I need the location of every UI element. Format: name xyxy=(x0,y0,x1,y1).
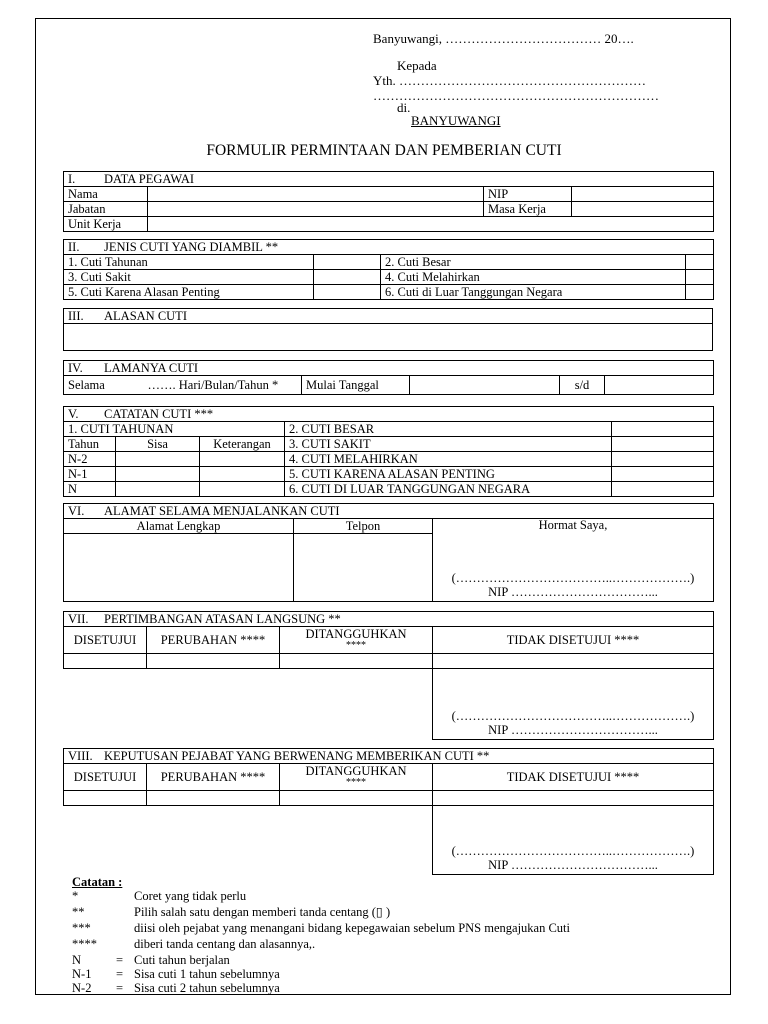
section-leave-address xyxy=(63,503,714,602)
address-column-header: Alamat Lengkap xyxy=(64,519,294,534)
list-item: N-2 = Sisa cuti 2 tahun sebelumnya xyxy=(72,981,280,995)
section-leave-type xyxy=(63,239,714,300)
leave-option-important: 5. Cuti Karena Alasan Penting xyxy=(64,285,314,300)
section-official-decision xyxy=(63,748,714,875)
notes-list xyxy=(72,890,570,996)
list-item: N = Cuti tahun berjalan xyxy=(72,953,230,967)
change-check[interactable] xyxy=(147,654,280,669)
leave-option-sick: 3. Cuti Sakit xyxy=(64,270,314,285)
section-leave-records xyxy=(63,406,714,497)
unpaid-leave-field[interactable] xyxy=(612,482,714,497)
official-signature-block xyxy=(433,806,714,875)
approve-check[interactable] xyxy=(64,654,147,669)
table-row xyxy=(64,482,714,497)
nip-line: NIP ……………………………... xyxy=(488,722,658,737)
notes-column-header: Keterangan xyxy=(200,437,285,452)
start-date-field[interactable] xyxy=(410,376,560,395)
location-label: di. xyxy=(397,100,411,115)
nip-line: NIP ……………………………... xyxy=(488,585,658,599)
section-3-header: III. ALASAN CUTI xyxy=(64,309,713,324)
position-label: Jabatan xyxy=(64,202,148,217)
year-cell: N-2 xyxy=(64,452,116,467)
reject-header: TIDAK DISETUJUI **** xyxy=(433,627,714,654)
signature-line: (………………………………..……………….) xyxy=(451,708,695,723)
recipient-label: Kepada xyxy=(397,58,437,73)
position-field[interactable] xyxy=(148,202,484,217)
reject-check[interactable] xyxy=(433,791,714,806)
approve-check[interactable] xyxy=(64,791,147,806)
sick-leave-field[interactable] xyxy=(612,437,714,452)
section-leave-reason xyxy=(63,308,713,351)
regards-text: Hormat Saya, xyxy=(538,518,608,532)
postpone-header: DITANGGUHKAN **** xyxy=(280,764,433,791)
important-leave-field[interactable] xyxy=(612,467,714,482)
work-unit-field[interactable] xyxy=(148,217,714,232)
notes-field[interactable] xyxy=(200,452,285,467)
change-header: PERUBAHAN **** xyxy=(147,627,280,654)
form-title: FORMULIR PERMINTAAN DAN PEMBERIAN CUTI xyxy=(206,142,562,159)
recipient-line-1: Yth. ………………………………………………… xyxy=(373,73,646,88)
blank-area xyxy=(64,669,433,740)
postpone-check[interactable] xyxy=(280,654,433,669)
remaining-field[interactable] xyxy=(116,482,200,497)
leave-option-maternity: 4. Cuti Melahirkan xyxy=(381,270,686,285)
year-column-header: Tahun xyxy=(64,437,116,452)
name-label: Nama xyxy=(64,187,148,202)
end-date-field[interactable] xyxy=(605,376,714,395)
duration-unit-field[interactable]: ……. Hari/Bulan/Tahun * xyxy=(144,376,302,395)
reject-check[interactable] xyxy=(433,654,714,669)
location-city: BANYUWANGI xyxy=(411,113,501,128)
notes-field[interactable] xyxy=(200,467,285,482)
address-field[interactable] xyxy=(64,534,294,602)
list-item: * Coret yang tidak perlu xyxy=(72,889,247,903)
important-leave-label: 5. CUTI KARENA ALASAN PENTING xyxy=(285,467,612,482)
leave-reason-field[interactable] xyxy=(64,324,713,351)
until-label: s/d xyxy=(560,376,605,395)
year-cell: N xyxy=(64,482,116,497)
section-5-header: V. CATATAN CUTI *** xyxy=(64,407,714,422)
section-6-header: VI. ALAMAT SELAMA MENJALANKAN CUTI xyxy=(64,504,714,519)
section-leave-duration xyxy=(63,360,714,395)
table-row xyxy=(64,452,714,467)
leave-option-sick-check[interactable] xyxy=(314,270,381,285)
tenure-field[interactable] xyxy=(572,202,714,217)
leave-option-big-check[interactable] xyxy=(686,255,714,270)
place-date: Banyuwangi, ……………………………… 20…. xyxy=(373,31,634,46)
reject-header: TIDAK DISETUJUI **** xyxy=(433,764,714,791)
section-4-header: IV. LAMANYA CUTI xyxy=(64,361,714,376)
leave-option-big: 2. Cuti Besar xyxy=(381,255,686,270)
approve-header: DISETUJUI xyxy=(64,764,147,791)
section-1-header: I. DATA PEGAWAI xyxy=(64,172,714,187)
signature-line: (………………………………..……………….) xyxy=(451,843,695,858)
remaining-field[interactable] xyxy=(116,467,200,482)
notes-field[interactable] xyxy=(200,482,285,497)
tenure-label: Masa Kerja xyxy=(484,202,572,217)
section-2-header: II. JENIS CUTI YANG DIAMBIL ** xyxy=(64,240,714,255)
year-cell: N-1 xyxy=(64,467,116,482)
nip-field[interactable] xyxy=(572,187,714,202)
remaining-field[interactable] xyxy=(116,452,200,467)
section-supervisor-consideration xyxy=(63,611,714,740)
section-8-header: VIII. KEPUTUSAN PEJABAT YANG BERWENANG MEMBERIKAN CUTI ** xyxy=(64,749,714,764)
leave-option-unpaid: 6. Cuti di Luar Tanggungan Negara xyxy=(381,285,686,300)
maternity-leave-label: 4. CUTI MELAHIRKAN xyxy=(285,452,612,467)
name-field[interactable] xyxy=(148,187,484,202)
postpone-header: DITANGGUHKAN **** xyxy=(280,627,433,654)
section-employee-data xyxy=(63,171,714,232)
section-7-header: VII. PERTIMBANGAN ATASAN LANGSUNG ** xyxy=(64,612,714,627)
list-item: **** diberi tanda centang dan alasannya,. xyxy=(72,937,316,951)
change-check[interactable] xyxy=(147,791,280,806)
maternity-leave-field[interactable] xyxy=(612,452,714,467)
change-header: PERUBAHAN **** xyxy=(147,764,280,791)
leave-option-annual-check[interactable] xyxy=(314,255,381,270)
signature-block xyxy=(433,519,714,602)
recipient-line-2: ………………………………………………………… xyxy=(373,88,659,103)
approve-header: DISETUJUI xyxy=(64,627,147,654)
big-leave-label: 2. CUTI BESAR xyxy=(285,422,612,437)
leave-option-maternity-check[interactable] xyxy=(686,270,714,285)
unpaid-leave-label: 6. CUTI DI LUAR TANGGUNGAN NEGARA xyxy=(285,482,612,497)
big-leave-field[interactable] xyxy=(612,422,714,437)
phone-field[interactable] xyxy=(294,534,433,602)
sick-leave-label: 3. CUTI SAKIT xyxy=(285,437,612,452)
list-item: *** diisi oleh pejabat yang menangani bidang kepegawaian sebelum PNS mengajukan Cuti xyxy=(72,921,571,935)
blank-area xyxy=(64,806,433,875)
nip-label: NIP xyxy=(484,187,572,202)
annual-leave-label: 1. CUTI TAHUNAN xyxy=(64,422,285,437)
notes-title: Catatan : xyxy=(72,875,123,889)
work-unit-label: Unit Kerja xyxy=(64,217,148,232)
supervisor-signature-block xyxy=(433,669,714,740)
leave-option-unpaid-check[interactable] xyxy=(686,285,714,300)
start-date-label: Mulai Tanggal xyxy=(302,376,410,395)
postpone-check[interactable] xyxy=(280,791,433,806)
leave-option-important-check[interactable] xyxy=(314,285,381,300)
leave-option-annual: 1. Cuti Tahunan xyxy=(64,255,314,270)
list-item: ** Pilih salah satu dengan memberi tanda centang (▯ ) xyxy=(72,905,391,919)
table-row xyxy=(64,467,714,482)
remaining-column-header: Sisa xyxy=(116,437,200,452)
nip-line: NIP ……………………………... xyxy=(488,857,658,872)
duration-label: Selama xyxy=(64,376,144,395)
list-item: N-1 = Sisa cuti 1 tahun sebelumnya xyxy=(72,967,280,981)
phone-column-header: Telpon xyxy=(294,519,433,534)
signature-line: (………………………………..……………….) xyxy=(451,571,695,585)
